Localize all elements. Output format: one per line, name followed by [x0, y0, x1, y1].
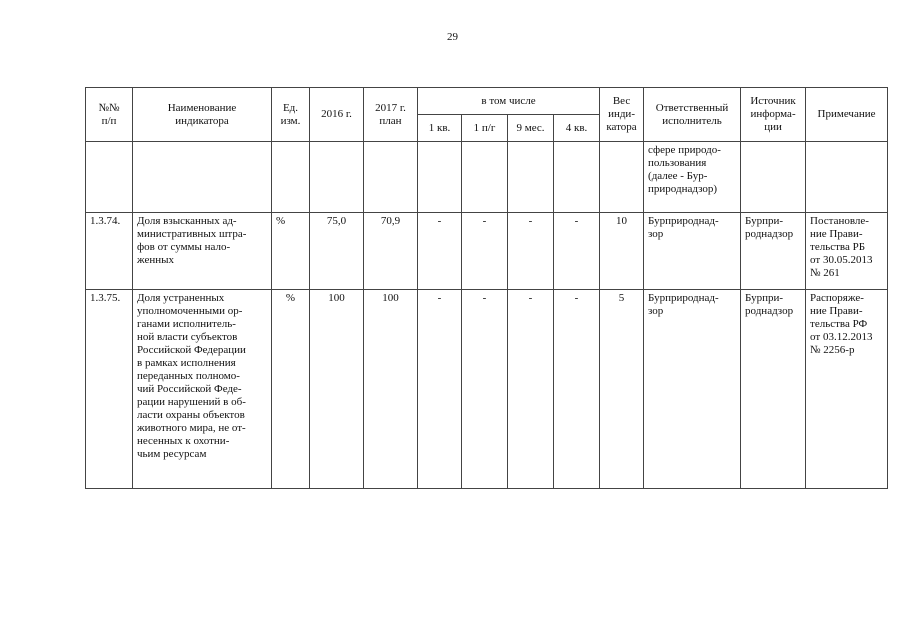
row-name: Доля взысканных ад- министративных штра- фов от суммы нало- женных [133, 213, 272, 290]
header-num: №№ п/п [86, 88, 133, 142]
row-h1: - [462, 290, 508, 489]
header-q4: 4 кв. [554, 115, 600, 142]
header-2016: 2016 г. [310, 88, 364, 142]
header-9m: 9 мес. [508, 115, 554, 142]
header-including: в том числе [418, 88, 600, 115]
row-weight: 10 [600, 213, 644, 290]
continuation-responsible: сфере природо- пользования (далее - Бур- природнадзор) [644, 142, 741, 213]
row-2016: 100 [310, 290, 364, 489]
header-weight: Вес инди- катора [600, 88, 644, 142]
table-row-continuation [86, 142, 888, 213]
row-2016: 75,0 [310, 213, 364, 290]
row-note: Распоряже- ние Прави- тельства РФ от 03.12.2013 № 2256-р [806, 290, 888, 489]
row-2017: 70,9 [364, 213, 418, 290]
row-source: Бурпри- роднадзор [741, 213, 806, 290]
row-q4: - [554, 213, 600, 290]
header-source: Источник информа- ции [741, 88, 806, 142]
header-name: Наименование индикатора [133, 88, 272, 142]
row-responsible: Бурприроднад- зор [644, 213, 741, 290]
row-weight: 5 [600, 290, 644, 489]
row-unit: % [272, 213, 310, 290]
header-q1: 1 кв. [418, 115, 462, 142]
row-name: Доля устраненных уполномоченными ор- ганами исполнитель- ной власти субъектов Российской Федерации в рамках исполнения переданных полномо- чий Российской Феде- рации нарушений в об- ласти охраны объектов животного мира, не от- несенных к охотни- чьим ресурсам [133, 290, 272, 489]
indicators-table [85, 87, 888, 489]
header-note: Примечание [806, 88, 888, 142]
row-q1: - [418, 290, 462, 489]
row-2017: 100 [364, 290, 418, 489]
row-num: 1.3.74. [86, 213, 133, 290]
header-2017: 2017 г. план [364, 88, 418, 142]
header-unit: Ед. изм. [272, 88, 310, 142]
row-h1: - [462, 213, 508, 290]
row-num: 1.3.75. [86, 290, 133, 489]
header-responsible: Ответственный исполнитель [644, 88, 741, 142]
row-9m: - [508, 290, 554, 489]
row-9m: - [508, 213, 554, 290]
row-note: Постановле- ние Прави- тельства РБ от 30.05.2013 № 261 [806, 213, 888, 290]
row-unit: % [272, 290, 310, 489]
page-number: 29 [447, 31, 458, 43]
row-q4: - [554, 290, 600, 489]
header-h1: 1 п/г [462, 115, 508, 142]
row-q1: - [418, 213, 462, 290]
row-responsible: Бурприроднад- зор [644, 290, 741, 489]
table-header [86, 88, 888, 142]
table-row [86, 213, 888, 290]
table-row [86, 290, 888, 489]
row-source: Бурпри- роднадзор [741, 290, 806, 489]
